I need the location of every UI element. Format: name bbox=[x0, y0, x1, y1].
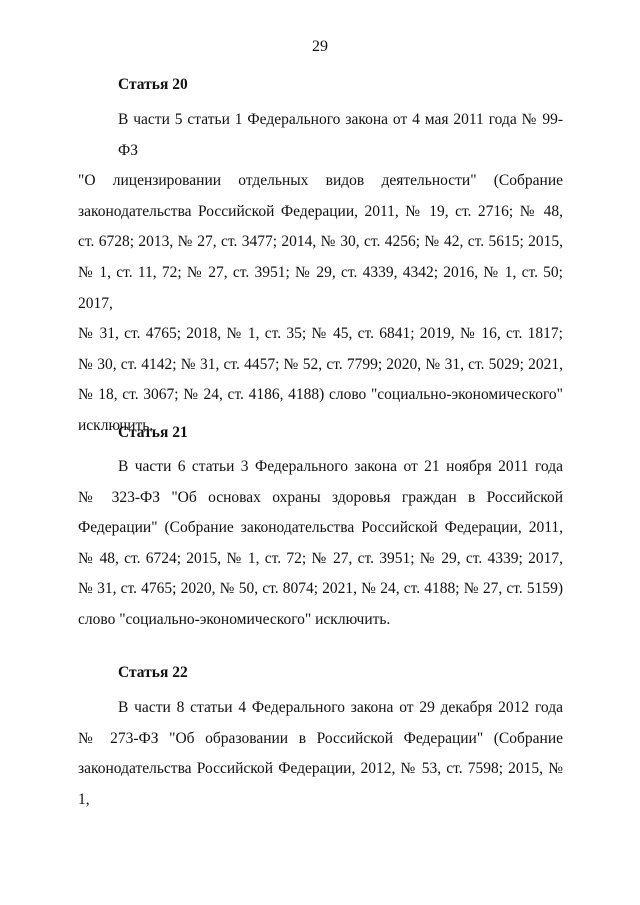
text-line: Федерации" (Собрание законодательства Российской Федерации, 2011, bbox=[78, 519, 563, 537]
article-20-heading: Статья 20 bbox=[118, 76, 188, 93]
article-21-text bbox=[78, 452, 563, 636]
page-number: 29 bbox=[312, 38, 328, 55]
text-line: ст. 6728; 2013, № 27, ст. 3477; 2014, № 30, ст. 4256; № 42, ст. 5615; 2015, bbox=[78, 233, 563, 251]
text-line: В части 8 статьи 4 Федерального закона от 29 декабря 2012 года bbox=[118, 699, 563, 716]
text-line: В части 5 статьи 1 Федерального закона от 4 мая 2011 года № 99-ФЗ bbox=[118, 111, 563, 159]
text-line: В части 6 статьи 3 Федерального закона от 21 ноября 2011 года bbox=[118, 458, 563, 475]
text-line: № 18, ст. 3067; № 24, ст. 4186, 4188) слово "социально-экономического" bbox=[78, 386, 563, 404]
text-line: законодательства Российской Федерации, 2012, № 53, ст. 7598; 2015, № 1, bbox=[78, 760, 563, 808]
text-line: № 31, ст. 4765; 2018, № 1, ст. 35; № 45, ст. 6841; 2019, № 16, ст. 1817; bbox=[78, 325, 563, 343]
text-line: № 31, ст. 4765; 2020, № 50, ст. 8074; 2021, № 24, ст. 4188; № 27, ст. 5159) bbox=[78, 580, 563, 598]
text-line: № 1, ст. 11, 72; № 27, ст. 3951; № 29, ст. 4339, 4342; 2016, № 1, ст. 50; 2017, bbox=[78, 263, 563, 312]
article-20-text bbox=[78, 105, 563, 442]
text-line: № 323-ФЗ "Об основах охраны здоровья граждан в Российской bbox=[78, 488, 563, 506]
text-line: № 30, ст. 4142; № 31, ст. 4457; № 52, ст. 7799; 2020, № 31, ст. 5029; 2021, bbox=[78, 355, 563, 373]
text-line: законодательства Российской Федерации, 2011, № 19, ст. 2716; № 48, bbox=[78, 202, 563, 220]
article-22-heading: Статья 22 bbox=[118, 664, 188, 681]
text-line: № 273-ФЗ "Об образовании в Российской Федерации" (Собрание bbox=[78, 729, 563, 747]
text-line: № 48, ст. 6724; 2015, № 1, ст. 72; № 27, ст. 3951; № 29, ст. 4339; 2017, bbox=[78, 549, 563, 567]
text-line: исключить. bbox=[78, 416, 154, 434]
text-line: слово "социально-экономического" исключить. bbox=[78, 610, 391, 628]
article-22-text bbox=[78, 693, 563, 815]
article-21-heading: Статья 21 bbox=[118, 424, 188, 441]
text-line: "О лицензировании отдельных видов деятельности" (Собрание bbox=[78, 172, 563, 190]
